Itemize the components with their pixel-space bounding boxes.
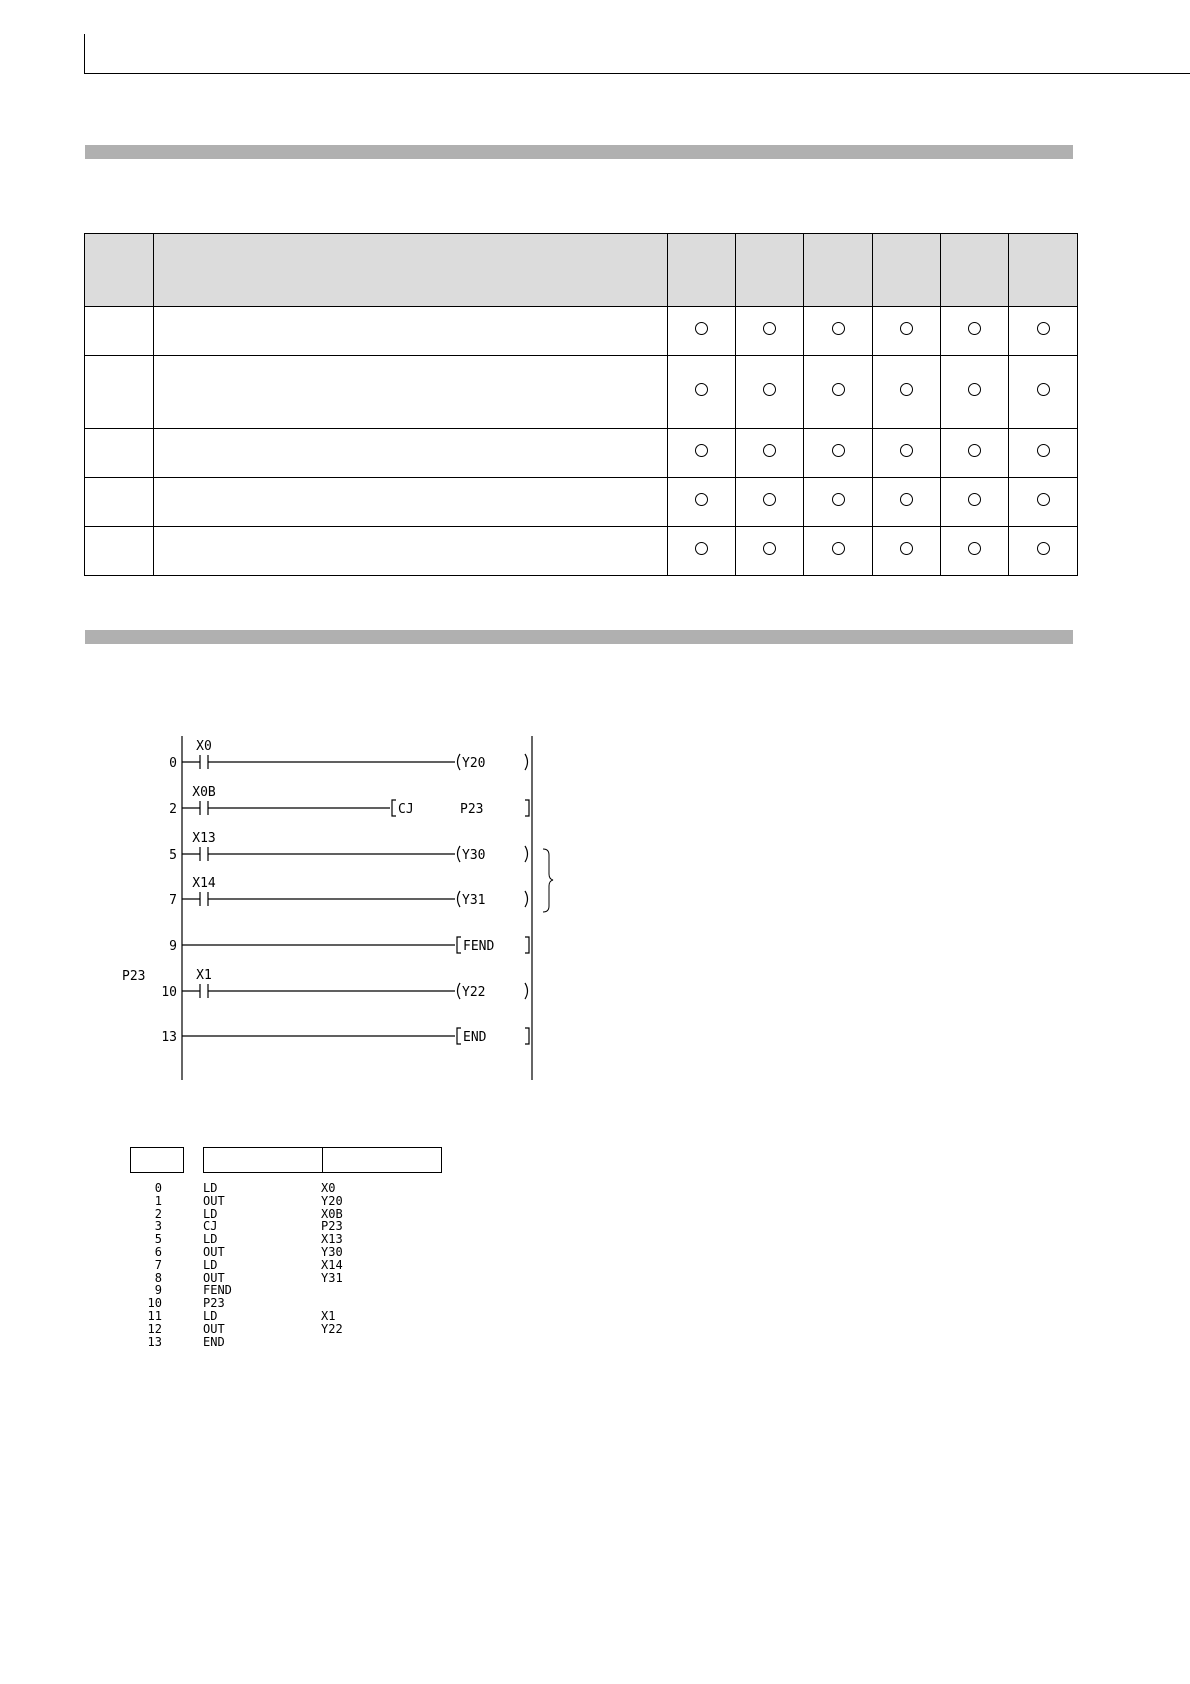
program-step: 8: [154, 1270, 162, 1285]
skipped-range-brace: [543, 849, 553, 912]
support-circle-icon: [695, 322, 708, 335]
table-header-cell: [668, 234, 736, 307]
instruction-label: END: [463, 1030, 487, 1045]
support-circle-icon: [695, 444, 708, 457]
coil-label: Y20: [462, 756, 486, 771]
support-mark: [804, 307, 873, 356]
section-bar-program-example: [85, 630, 1073, 644]
support-circle-icon: [900, 542, 913, 555]
program-step: 5: [154, 1232, 162, 1247]
support-circle-icon: [763, 322, 776, 335]
program-instruction: P23: [203, 1296, 225, 1311]
program-instruction: LD: [203, 1308, 218, 1323]
support-mark: [736, 307, 804, 356]
section-bar-applicable-cpu: [85, 145, 1073, 159]
support-mark: [736, 527, 804, 576]
support-circle-icon: [763, 383, 776, 396]
program-step: 1: [154, 1193, 162, 1208]
program-instruction: FEND: [203, 1283, 232, 1298]
table-header-cell: [941, 234, 1009, 307]
coil-label: Y30: [462, 848, 486, 863]
table-header-cell: [85, 234, 154, 307]
support-circle-icon: [1037, 444, 1050, 457]
program-device: X0: [321, 1181, 336, 1195]
support-circle-icon: [763, 493, 776, 506]
support-mark: [941, 429, 1009, 478]
program-step: 0: [154, 1181, 162, 1195]
support-mark: [941, 307, 1009, 356]
support-circle-icon: [900, 322, 913, 335]
support-mark: [668, 429, 736, 478]
support-circle-icon: [832, 542, 845, 555]
row-description: [154, 478, 668, 527]
support-circle-icon: [968, 542, 981, 555]
support-circle-icon: [900, 383, 913, 396]
support-mark: [873, 527, 941, 576]
row-label: [85, 429, 154, 478]
support-mark: [668, 478, 736, 527]
instruction-open-bracket: [457, 1028, 461, 1044]
rung-step-number: 7: [169, 893, 177, 908]
coil-close-bracket: [525, 891, 528, 907]
coil-open-bracket: [458, 754, 461, 770]
contact-label: X13: [192, 831, 216, 846]
program-instruction: OUT: [203, 1193, 225, 1208]
coil-close-bracket: [525, 983, 528, 999]
table-row: [85, 527, 1078, 576]
support-mark: [736, 478, 804, 527]
support-circle-icon: [1037, 383, 1050, 396]
program-step: 13: [147, 1334, 162, 1349]
row-description: [154, 307, 668, 356]
support-circle-icon: [832, 322, 845, 335]
instruction-open-bracket: [392, 800, 396, 816]
header-rule-vertical: [84, 34, 85, 74]
coil-label: Y31: [462, 893, 486, 908]
coil-close-bracket: [525, 846, 528, 862]
support-mark: [1009, 429, 1078, 478]
row-label: [85, 527, 154, 576]
rung-step-number: 2: [169, 802, 177, 817]
table-header-cell: [154, 234, 668, 307]
support-circle-icon: [695, 542, 708, 555]
support-circle-icon: [695, 493, 708, 506]
program-instruction: LD: [203, 1181, 218, 1195]
support-mark: [873, 307, 941, 356]
contact-label: X1: [196, 968, 212, 983]
coil-close-bracket: [525, 754, 528, 770]
support-mark: [1009, 478, 1078, 527]
program-instruction: LD: [203, 1206, 218, 1221]
instruction-column-box: [203, 1147, 323, 1173]
contact-label: X0B: [192, 785, 216, 800]
table-row: [85, 429, 1078, 478]
program-instruction: CJ: [203, 1219, 218, 1234]
table-header-cell: [873, 234, 941, 307]
pointer-label: P23: [122, 969, 146, 984]
support-circle-icon: [763, 444, 776, 457]
table-header-cell: [736, 234, 804, 307]
program-device: Y30: [321, 1244, 343, 1259]
support-circle-icon: [1037, 542, 1050, 555]
instruction-close-bracket: [525, 937, 529, 953]
instruction-label: FEND: [463, 939, 495, 954]
compatibility-table: [84, 233, 1078, 576]
program-step: 2: [154, 1206, 162, 1221]
coil-open-bracket: [458, 983, 461, 999]
program-device: X0B: [321, 1206, 343, 1221]
program-step: 10: [147, 1296, 162, 1311]
table-header-cell: [804, 234, 873, 307]
rung-step-number: 9: [169, 939, 177, 954]
table-row: [85, 478, 1078, 527]
support-mark: [804, 429, 873, 478]
support-circle-icon: [832, 493, 845, 506]
program-instruction: END: [203, 1334, 225, 1349]
rung-step-number: 5: [169, 848, 177, 863]
header-rule-horizontal: [84, 73, 1190, 74]
support-mark: [804, 527, 873, 576]
instruction-close-bracket: [525, 1028, 529, 1044]
table-row: [85, 307, 1078, 356]
program-instruction: OUT: [203, 1321, 225, 1336]
support-mark: [804, 356, 873, 429]
program-step: 3: [154, 1219, 162, 1234]
program-instruction: LD: [203, 1257, 218, 1272]
support-circle-icon: [900, 493, 913, 506]
support-mark: [873, 478, 941, 527]
support-mark: [873, 356, 941, 429]
support-circle-icon: [832, 383, 845, 396]
row-description: [154, 527, 668, 576]
support-mark: [1009, 307, 1078, 356]
step-column-box: [130, 1147, 184, 1173]
program-step: 9: [154, 1283, 162, 1298]
rung-step-number: 10: [161, 985, 177, 1000]
instruction-open-bracket: [457, 937, 461, 953]
table-row: [85, 356, 1078, 429]
row-label: [85, 478, 154, 527]
coil-label: Y22: [462, 985, 486, 1000]
program-instruction: OUT: [203, 1270, 225, 1285]
rung-step-number: 0: [169, 756, 177, 771]
device-column-box: [322, 1147, 442, 1173]
support-mark: [804, 478, 873, 527]
support-mark: [873, 429, 941, 478]
coil-open-bracket: [458, 846, 461, 862]
support-circle-icon: [968, 383, 981, 396]
support-circle-icon: [763, 542, 776, 555]
table-header-cell: [1009, 234, 1078, 307]
program-device: Y22: [321, 1321, 343, 1336]
program-instruction: LD: [203, 1232, 218, 1247]
program-device: X14: [321, 1257, 343, 1272]
program-step: 6: [154, 1244, 162, 1259]
support-circle-icon: [968, 493, 981, 506]
support-circle-icon: [968, 444, 981, 457]
support-circle-icon: [1037, 322, 1050, 335]
support-mark: [1009, 527, 1078, 576]
contact-label: X14: [192, 876, 216, 891]
support-mark: [736, 429, 804, 478]
program-device: Y31: [321, 1270, 343, 1285]
program-device: X13: [321, 1232, 343, 1247]
support-mark: [941, 478, 1009, 527]
contact-label: X0: [196, 739, 212, 754]
support-mark: [736, 356, 804, 429]
row-label: [85, 307, 154, 356]
instruction-close-bracket: [525, 800, 529, 816]
support-circle-icon: [900, 444, 913, 457]
program-step: 7: [154, 1257, 162, 1272]
support-mark: [668, 527, 736, 576]
row-description: [154, 356, 668, 429]
program-device: P23: [321, 1219, 343, 1234]
program-step: 12: [147, 1321, 162, 1336]
instruction-label: CJ: [398, 802, 414, 817]
support-circle-icon: [695, 383, 708, 396]
instruction-argument: P23: [460, 802, 484, 817]
support-mark: [941, 527, 1009, 576]
table-header-row: [85, 234, 1078, 307]
row-label: [85, 356, 154, 429]
support-mark: [668, 356, 736, 429]
support-mark: [668, 307, 736, 356]
program-device: X1: [321, 1308, 336, 1323]
support-circle-icon: [1037, 493, 1050, 506]
support-circle-icon: [832, 444, 845, 457]
program-step: 11: [147, 1308, 162, 1323]
support-circle-icon: [968, 322, 981, 335]
ladder-diagram: [110, 730, 570, 1085]
support-mark: [1009, 356, 1078, 429]
program-device: Y20: [321, 1193, 343, 1208]
coil-open-bracket: [458, 891, 461, 907]
row-description: [154, 429, 668, 478]
program-instruction: OUT: [203, 1244, 225, 1259]
rung-step-number: 13: [161, 1030, 177, 1045]
support-mark: [941, 356, 1009, 429]
